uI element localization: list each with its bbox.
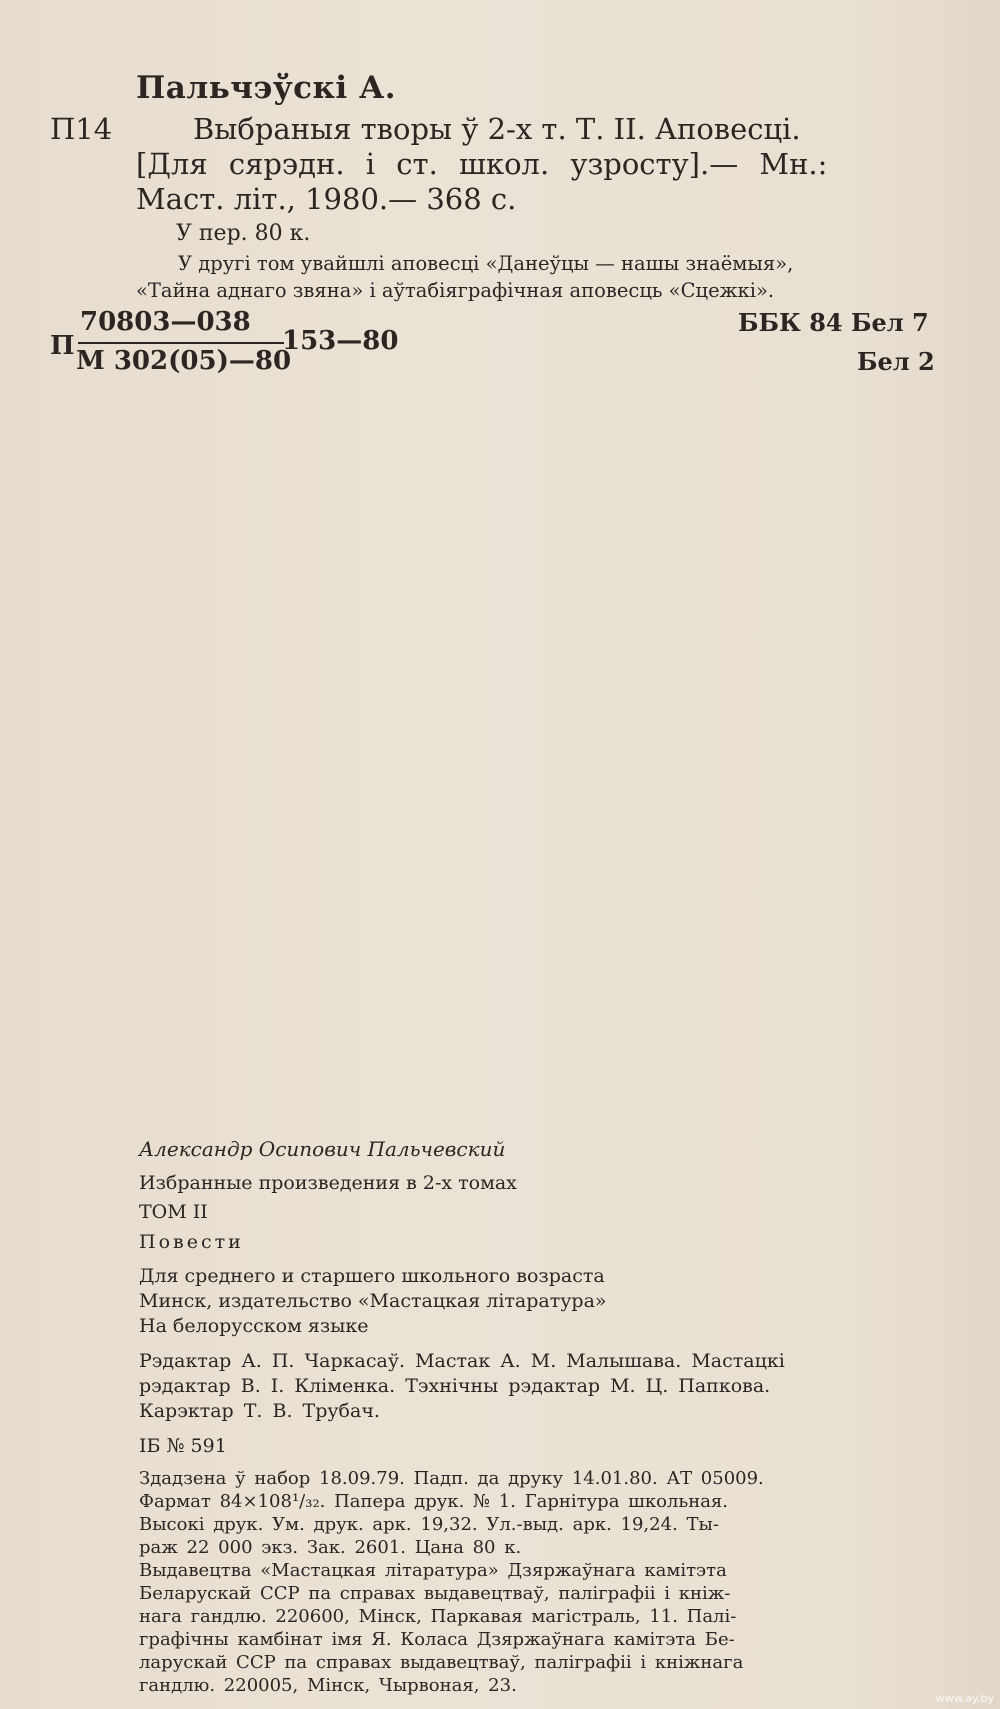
title-line-1: Выбраныя творы ў 2-х т. Т. II. Аповесці. — [193, 112, 801, 146]
tech-line-8: графічны камбінат імя Я. Коласа Дзяржаўнага камітэта Бе- — [139, 1629, 735, 1650]
imprint-author: Александр Осипович Пальчевский — [139, 1137, 506, 1161]
classification-tail: 153—80 — [282, 326, 399, 356]
classification-letter: П — [50, 331, 75, 361]
tech-line-9: ларускай ССР па справах выдавецтваў, паліграфіі і кніжнага — [139, 1652, 744, 1673]
imprint-volume: ТОМ II — [139, 1201, 208, 1223]
classification-numerator: 70803—038 — [80, 307, 251, 337]
imprint-publisher: Минск, издательство «Мастацкая літаратура» — [139, 1290, 607, 1312]
ib-number: ІБ № 591 — [139, 1435, 227, 1457]
tech-line-6: Беларускай ССР па справах выдавецтваў, паліграфіі і кніж- — [139, 1583, 731, 1604]
title-line-2: [Для сярэдн. і ст. школ. узросту].— Мн.: — [136, 147, 828, 181]
tech-line-1: Здадзена ў набор 18.09.79. Падп. да друку 14.01.80. АТ 05009. — [139, 1468, 764, 1489]
site-watermark: www.ay.by — [935, 1692, 994, 1705]
tech-line-3: Высокі друк. Ум. друк. арк. 19,32. Ул.-выд. арк. 19,24. Ты- — [139, 1514, 719, 1535]
imprint-age: Для среднего и старшего школьного возраста — [139, 1265, 605, 1287]
credits-line-2: рэдактар В. І. Кліменка. Тэхнічны рэдактар М. Ц. Папкова. — [139, 1375, 771, 1397]
bbk-code-1: ББК 84 Бел 7 — [738, 308, 929, 337]
classification-denominator: М 302(05)—80 — [76, 346, 292, 376]
tech-line-2: Фармат 84×108¹/₃₂. Папера друк. № 1. Гарнітура школьная. — [139, 1491, 729, 1512]
tech-line-4: раж 22 000 экз. Зак. 2601. Цана 80 к. — [139, 1537, 522, 1558]
bbk-code-2: Бел 2 — [857, 347, 935, 376]
annotation-line-2: «Тайна аднаго звяна» і аўтабіяграфічная аповесць «Сцежкі». — [136, 279, 775, 302]
annotation-line-1: У другі том увайшлі аповесці «Данеўцы — нашы знаёмыя», — [178, 252, 794, 275]
imprint-title: Избранные произведения в 2-х томах — [139, 1172, 517, 1194]
price-line: У пер. 80 к. — [176, 221, 311, 246]
fraction-divider — [78, 342, 284, 344]
credits-line-1: Рэдактар А. П. Чаркасаў. Мастак А. М. Малышава. Мастацкі — [139, 1350, 785, 1372]
author-heading: Пальчэўскі А. — [136, 70, 397, 106]
imprint-language: На белорусском языке — [139, 1315, 369, 1337]
tech-line-5: Выдавецтва «Мастацкая літаратура» Дзяржаўнага камітэта — [139, 1560, 727, 1581]
tech-line-10: гандлю. 220005, Мінск, Чырвоная, 23. — [139, 1675, 517, 1696]
catalog-code: П14 — [50, 112, 113, 146]
imprint-genre: Повести — [139, 1231, 244, 1253]
tech-line-7: нага гандлю. 220600, Мінск, Паркавая магістраль, 11. Палі- — [139, 1606, 737, 1627]
credits-line-3: Карэктар Т. В. Трубач. — [139, 1400, 380, 1422]
title-line-3: Маст. літ., 1980.— 368 с. — [136, 182, 517, 216]
